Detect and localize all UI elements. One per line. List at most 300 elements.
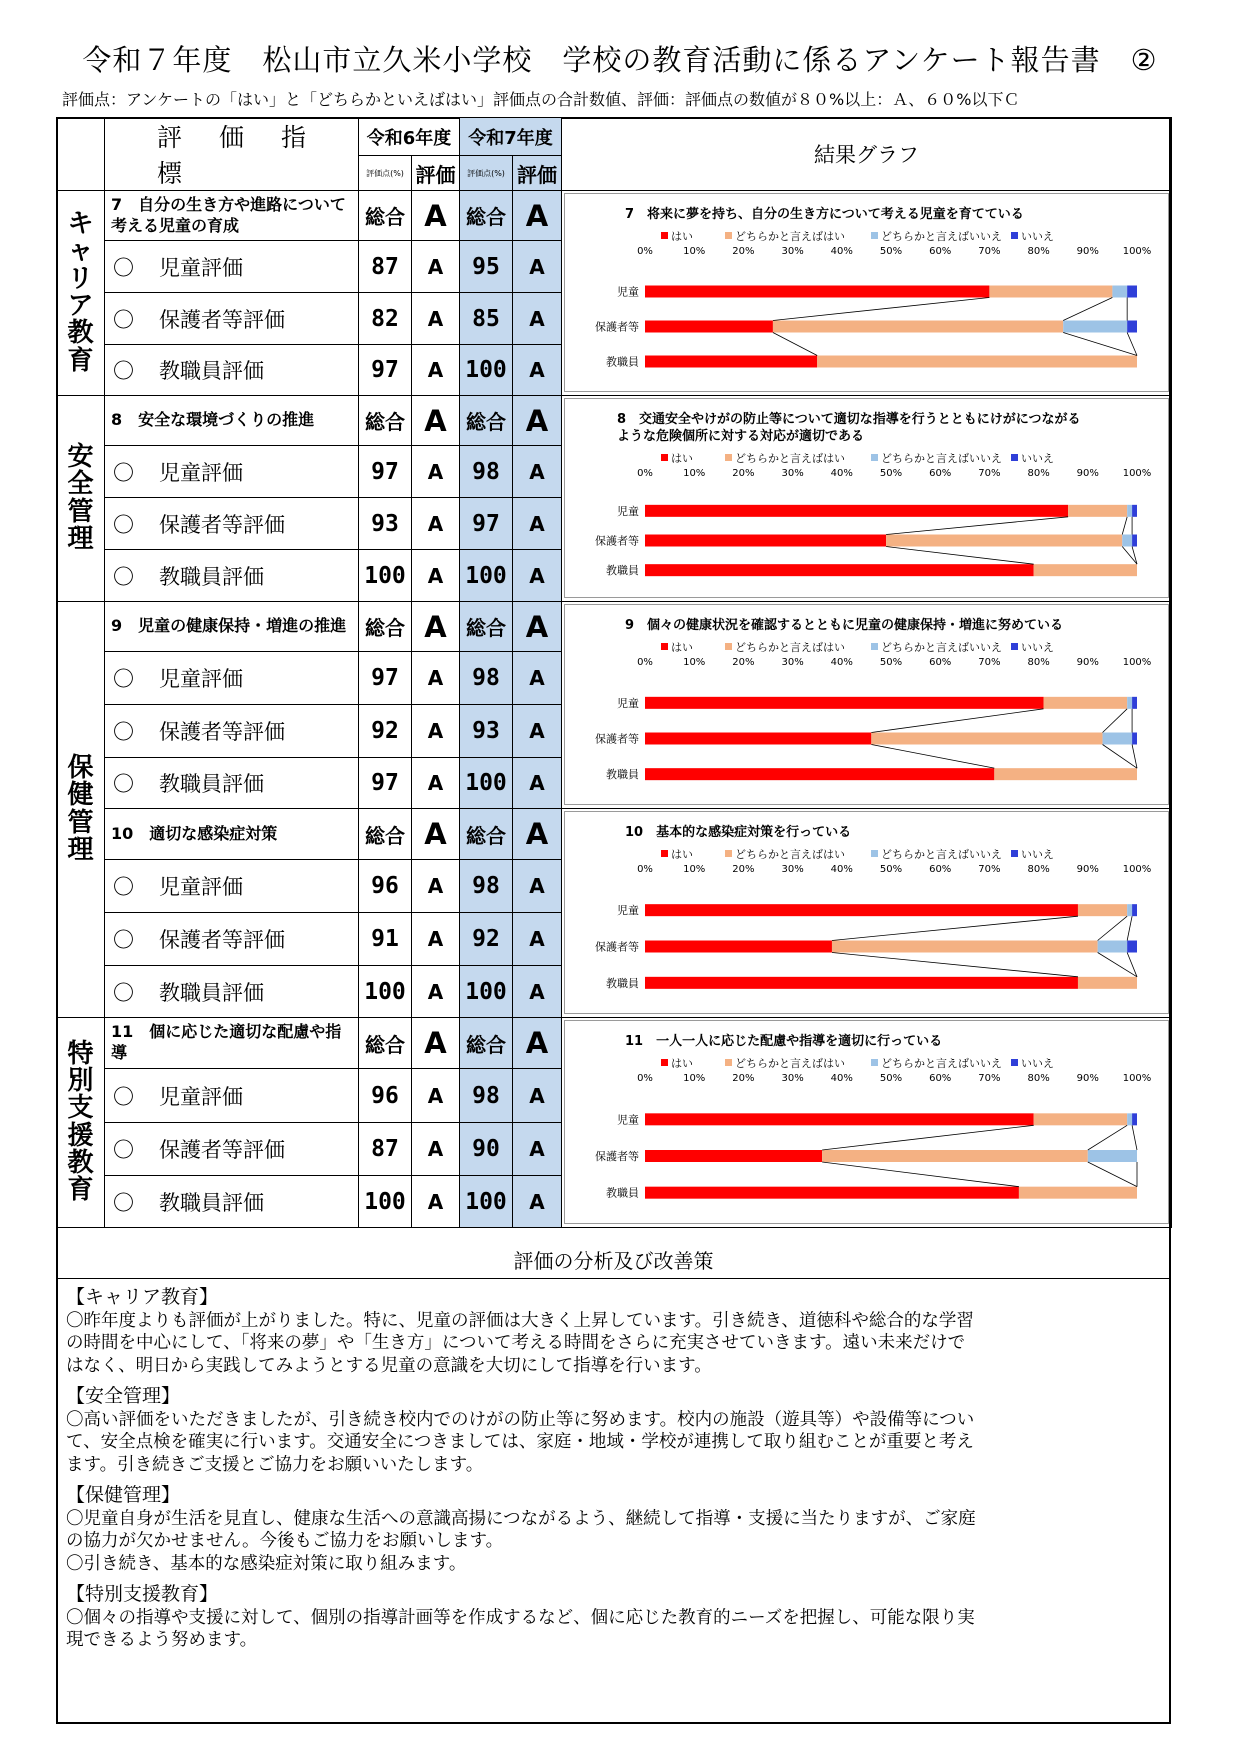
- bar-segment: [832, 941, 1098, 953]
- overall-label: 総合: [460, 809, 513, 860]
- grade-r6: A: [412, 498, 460, 550]
- category-label: 児童: [617, 504, 639, 518]
- legend-swatch: [725, 1059, 732, 1066]
- analysis-text: 〇高い評価をいただきましたが、引き続き校内でのけがの防止等に努めます。校内の施設（遊具等）や設備等につい: [66, 1409, 975, 1430]
- tick-label: 10%: [683, 864, 706, 875]
- analysis-text: はなく、明日から実践してみようとする児童の意識を大切にして指導を行います。: [66, 1356, 712, 1377]
- result-chart: [564, 811, 1169, 1014]
- legend-label: どちらかと言えばはい: [735, 1057, 845, 1070]
- score-r6: 97: [359, 345, 412, 396]
- tick-label: 40%: [830, 864, 853, 875]
- analysis-block: [66, 1384, 1161, 1477]
- tick-label: 50%: [879, 246, 903, 257]
- category-label: 教職員: [606, 976, 639, 990]
- score-r6: 97: [359, 652, 412, 705]
- result-chart-cell: [562, 1018, 1172, 1228]
- bar-segment: [645, 768, 994, 780]
- overall-grade-r7: A: [513, 1018, 562, 1069]
- circle-mark: 〇: [113, 460, 134, 485]
- circle-mark: 〇: [113, 1084, 134, 1109]
- item-title: 7 自分の生き方や進路について考える児童の育成: [105, 191, 359, 241]
- tick-label: 0%: [637, 657, 653, 668]
- score-r6: 100: [359, 550, 412, 602]
- bar-segment: [1127, 941, 1137, 953]
- chart-title: 9 個々の健康状況を確認するとともに児童の健康保持・増進に努めている: [625, 618, 1064, 633]
- grade-r6: A: [412, 241, 460, 293]
- score-r7: 100: [460, 966, 513, 1018]
- score-r6: 96: [359, 860, 412, 913]
- analysis-text: ます。引き続きご支援とご協力をお願いいたします。: [66, 1455, 484, 1476]
- score-r7: 98: [460, 446, 513, 498]
- tick-label: 90%: [1076, 246, 1099, 257]
- analysis-heading: 【安全管理】: [66, 1384, 181, 1407]
- tick-label: 20%: [732, 864, 755, 875]
- survey-table: [56, 117, 1172, 1228]
- legend-swatch: [871, 232, 878, 239]
- category-label: 教職員: [606, 355, 639, 369]
- tick-label: 100%: [1122, 468, 1152, 479]
- series-connector: [1098, 953, 1137, 977]
- overall-label: 総合: [359, 1018, 412, 1069]
- tick-label: 30%: [781, 864, 804, 875]
- series-connector: [1088, 1125, 1127, 1150]
- score-r7: 92: [460, 913, 513, 966]
- grade-r6: A: [412, 345, 460, 396]
- overall-grade-r6: A: [412, 1018, 460, 1069]
- legend-swatch: [871, 850, 878, 857]
- grade-r6: A: [412, 293, 460, 345]
- grade-r7: A: [513, 1069, 562, 1123]
- chart-title: 10 基本的な感染症対策を行っている: [625, 825, 852, 840]
- tick-label: 80%: [1027, 1073, 1050, 1084]
- score-r6: 92: [359, 705, 412, 758]
- grade-r7: A: [513, 913, 562, 966]
- tick-label: 30%: [781, 657, 804, 668]
- category-label: 教職員: [606, 768, 639, 782]
- category-label: 児童: [617, 285, 639, 299]
- header-r7: 令和7年度: [460, 118, 562, 156]
- category-label: 保護者等: [595, 732, 639, 746]
- sub-indicator-label: 保護者等評価: [159, 1138, 285, 1162]
- sub-indicator: [105, 860, 359, 913]
- grade-r7: A: [513, 966, 562, 1018]
- score-r6: 82: [359, 293, 412, 345]
- tick-label: 90%: [1076, 657, 1099, 668]
- tick-label: 70%: [978, 468, 1001, 479]
- chart-svg: [565, 812, 1169, 1015]
- series-connector: [832, 953, 1078, 977]
- result-chart-cell: [562, 191, 1172, 396]
- grade-r6: A: [412, 652, 460, 705]
- legend-label: はい: [671, 452, 693, 465]
- sub-indicator-label: 教職員評価: [159, 359, 264, 383]
- bar-segment: [645, 977, 1078, 989]
- score-r6: 100: [359, 966, 412, 1018]
- bar-segment: [886, 535, 1122, 547]
- sub-indicator-label: 児童評価: [159, 667, 243, 691]
- sub-indicator: [105, 1123, 359, 1176]
- legend-label: どちらかと言えばいいえ: [881, 230, 1002, 243]
- analysis-text: 〇個々の指導や支援に対して、個別の指導計画等を作成するなど、個に応じた教育的ニーズを把握し、可能な限り実: [66, 1607, 975, 1628]
- tick-label: 80%: [1027, 657, 1050, 668]
- header-indicator: 評 価 指 標: [105, 118, 359, 191]
- page-title: 令和７年度 松山市立久米小学校 学校の教育活動に係るアンケート報告書 ②: [82, 43, 1158, 77]
- series-connector: [832, 916, 1078, 940]
- result-chart: [564, 398, 1169, 598]
- grade-r6: A: [412, 705, 460, 758]
- series-connector: [1132, 745, 1137, 769]
- bar-segment: [817, 356, 1137, 368]
- grade-r7: A: [513, 550, 562, 602]
- analysis-body: [56, 1285, 1171, 1652]
- tick-label: 70%: [978, 246, 1001, 257]
- overall-grade-r6: A: [412, 809, 460, 860]
- overall-label: 総合: [359, 809, 412, 860]
- circle-mark: 〇: [113, 875, 134, 899]
- legend-swatch: [871, 454, 878, 461]
- legend-label: どちらかと言えばはい: [735, 230, 845, 243]
- score-r6: 96: [359, 1069, 412, 1123]
- bar-segment: [1132, 904, 1137, 916]
- tick-label: 90%: [1076, 468, 1099, 479]
- legend-swatch: [725, 643, 732, 650]
- tick-label: 30%: [781, 246, 804, 257]
- tick-label: 70%: [978, 864, 1001, 875]
- tick-label: 50%: [879, 864, 903, 875]
- score-r6: 100: [359, 1176, 412, 1228]
- legend-swatch: [871, 1059, 878, 1066]
- item-title: 11 個に応じた適切な配慮や指導: [105, 1018, 359, 1069]
- tick-label: 60%: [929, 864, 952, 875]
- overall-label: 総合: [460, 602, 513, 652]
- analysis-block: [66, 1285, 1161, 1378]
- series-connector: [1132, 1125, 1137, 1150]
- bar-segment: [1034, 1113, 1127, 1125]
- chart-title: 8 交通安全やけがの防止等について適切な指導を行うとともにけがにつながる: [617, 412, 1081, 427]
- bar-segment: [645, 564, 1034, 576]
- sub-indicator: [105, 913, 359, 966]
- tick-label: 0%: [637, 246, 653, 257]
- analysis-text: 〇引き続き、基本的な感染症対策に取り組みます。: [66, 1554, 467, 1575]
- overall-label: 総合: [460, 191, 513, 241]
- sub-indicator: [105, 550, 359, 602]
- bar-segment: [645, 535, 886, 547]
- circle-mark: 〇: [113, 1190, 134, 1215]
- category-label: 特別支援教育: [67, 1038, 94, 1206]
- bar-segment: [645, 697, 1044, 709]
- category-label: 児童: [617, 696, 639, 710]
- bar-segment: [1122, 535, 1132, 547]
- tick-label: 50%: [879, 1073, 903, 1084]
- tick-label: 40%: [830, 468, 853, 479]
- result-chart: [564, 1020, 1169, 1224]
- score-r6: 87: [359, 1123, 412, 1176]
- circle-mark: 〇: [113, 667, 134, 691]
- tick-label: 60%: [929, 657, 952, 668]
- tick-label: 100%: [1122, 246, 1152, 257]
- grade-r6: A: [412, 758, 460, 809]
- category-label: 安全管理: [67, 441, 94, 554]
- grade-r7: A: [513, 1176, 562, 1228]
- tick-label: 10%: [683, 1073, 706, 1084]
- sub-indicator-label: 保護者等評価: [159, 928, 285, 952]
- header-graph: 結果グラフ: [562, 118, 1172, 191]
- bar-segment: [645, 321, 773, 333]
- score-r7: 90: [460, 1123, 513, 1176]
- series-connector: [1127, 916, 1132, 940]
- circle-mark: 〇: [113, 980, 134, 1005]
- bar-segment: [645, 733, 871, 745]
- category-label: 児童: [617, 1113, 639, 1127]
- legend-swatch: [661, 643, 668, 650]
- tick-label: 20%: [732, 468, 755, 479]
- result-chart-cell: [562, 809, 1172, 1018]
- grade-r7: A: [513, 652, 562, 705]
- series-connector: [1127, 953, 1137, 977]
- score-r7: 100: [460, 550, 513, 602]
- grade-r7: A: [513, 705, 562, 758]
- score-r6: 93: [359, 498, 412, 550]
- score-r7: 98: [460, 860, 513, 913]
- legend-swatch: [661, 232, 668, 239]
- tick-label: 40%: [830, 1073, 853, 1084]
- tick-label: 90%: [1076, 864, 1099, 875]
- analysis-text: の時間を中心にして、「将来の夢」や「生き方」について考える時間をさらに充実させていきます。遠い未来だけで: [66, 1333, 966, 1354]
- legend-label: どちらかと言えばいいえ: [881, 848, 1002, 861]
- grade-r6: A: [412, 966, 460, 1018]
- header-corner: [57, 118, 105, 191]
- circle-mark: 〇: [113, 512, 134, 537]
- bar-segment: [871, 733, 1102, 745]
- overall-grade-r7: A: [513, 396, 562, 446]
- tick-label: 50%: [879, 657, 903, 668]
- sub-indicator: [105, 1176, 359, 1228]
- tick-label: 10%: [683, 246, 706, 257]
- series-connector: [773, 333, 817, 356]
- tick-label: 20%: [732, 657, 755, 668]
- item-title: 8 安全な環境づくりの推進: [105, 396, 359, 446]
- sub-indicator-label: 保護者等評価: [159, 512, 285, 537]
- sub-indicator: [105, 241, 359, 293]
- circle-mark: 〇: [113, 359, 134, 383]
- bar-segment: [1034, 564, 1137, 576]
- legend-label: どちらかと言えばはい: [735, 452, 845, 465]
- series-connector: [1088, 1162, 1137, 1187]
- tick-label: 70%: [978, 1073, 1001, 1084]
- category-health: [57, 602, 105, 1018]
- legend-swatch: [661, 850, 668, 857]
- legend-swatch: [725, 850, 732, 857]
- overall-grade-r6: A: [412, 396, 460, 446]
- tick-label: 30%: [781, 468, 804, 479]
- bar-segment: [645, 1187, 1019, 1199]
- bar-segment: [773, 321, 1063, 333]
- sub-indicator: [105, 758, 359, 809]
- sub-indicator-label: 保護者等評価: [159, 307, 285, 332]
- bar-segment: [645, 505, 1068, 517]
- analysis-title: 評価の分析及び改善策: [56, 1244, 1171, 1279]
- sub-indicator-label: 児童評価: [159, 875, 243, 899]
- score-r6: 91: [359, 913, 412, 966]
- analysis-heading: 【保健管理】: [66, 1483, 181, 1506]
- bar-segment: [645, 1150, 822, 1162]
- circle-mark: 〇: [113, 772, 134, 796]
- analysis-block: [66, 1483, 1161, 1576]
- chart-title: 7 将来に夢を持ち、自分の生き方について考える児童を育てている: [625, 207, 1024, 222]
- evaluation-note: 評価点：アンケートの「はい」と「どちらかといえばはい」評価点の合計数値、評価：評価点の数値が８０%以上：Ａ、６０%以下Ｃ: [62, 90, 1020, 109]
- tick-label: 100%: [1122, 864, 1152, 875]
- score-r7: 100: [460, 345, 513, 396]
- bar-segment: [1127, 505, 1132, 517]
- score-r7: 100: [460, 1176, 513, 1228]
- bar-segment: [1127, 904, 1132, 916]
- overall-label: 総合: [359, 396, 412, 446]
- legend-label: はい: [671, 641, 693, 654]
- series-connector: [1103, 709, 1128, 733]
- bar-segment: [822, 1150, 1088, 1162]
- bar-segment: [1112, 286, 1127, 298]
- grade-r7: A: [513, 1123, 562, 1176]
- sub-indicator-label: 教職員評価: [159, 772, 264, 796]
- series-connector: [822, 1125, 1034, 1150]
- chart-svg: [565, 194, 1169, 393]
- tick-label: 10%: [683, 468, 706, 479]
- sub-indicator-label: 教職員評価: [159, 1190, 264, 1215]
- bar-segment: [645, 286, 989, 298]
- score-r7: 93: [460, 705, 513, 758]
- analysis-text: の協力が欠かせません。今後もご協力をお願いします。: [66, 1531, 504, 1552]
- grade-r6: A: [412, 860, 460, 913]
- bar-segment: [1127, 286, 1137, 298]
- score-r7: 100: [460, 758, 513, 809]
- result-chart-cell: [562, 602, 1172, 809]
- series-connector: [773, 298, 989, 321]
- sub-indicator-label: 児童評価: [159, 255, 243, 280]
- category-label: 児童: [617, 904, 639, 918]
- grade-r7: A: [513, 446, 562, 498]
- legend-label: いいえ: [1021, 1057, 1054, 1070]
- series-connector: [871, 709, 1043, 733]
- score-r6: 97: [359, 758, 412, 809]
- bar-segment: [1127, 1113, 1132, 1125]
- grade-r6: A: [412, 1123, 460, 1176]
- legend-label: いいえ: [1021, 452, 1054, 465]
- legend-swatch: [1011, 1059, 1018, 1066]
- circle-mark: 〇: [113, 255, 134, 280]
- sub-indicator-label: 保護者等評価: [159, 720, 285, 744]
- tick-label: 40%: [830, 246, 853, 257]
- tick-label: 0%: [637, 864, 653, 875]
- circle-mark: 〇: [113, 564, 134, 589]
- tick-label: 0%: [637, 1073, 653, 1084]
- circle-mark: 〇: [113, 720, 134, 744]
- tick-label: 100%: [1122, 657, 1152, 668]
- tick-label: 70%: [978, 657, 1001, 668]
- overall-grade-r6: A: [412, 191, 460, 241]
- bar-segment: [1078, 977, 1137, 989]
- analysis-text: て、安全点検を確実に行います。交通安全につきましては、家庭・地域・学校が連携して取り組むことが重要と考え: [66, 1432, 974, 1453]
- bar-segment: [1127, 697, 1132, 709]
- category-label: 教職員: [606, 564, 639, 578]
- tick-label: 100%: [1122, 1073, 1152, 1084]
- series-connector: [886, 517, 1068, 535]
- series-connector: [886, 547, 1034, 565]
- legend-swatch: [1011, 643, 1018, 650]
- sub-indicator: [105, 705, 359, 758]
- legend-label: どちらかと言えばいいえ: [881, 452, 1002, 465]
- grade-r7: A: [513, 345, 562, 396]
- tick-label: 80%: [1027, 468, 1050, 479]
- analysis-section: [56, 1244, 1171, 1652]
- bar-segment: [1103, 733, 1133, 745]
- result-chart-cell: [562, 396, 1172, 602]
- sub-indicator: [105, 966, 359, 1018]
- series-connector: [822, 1162, 1019, 1187]
- category-career: [57, 191, 105, 396]
- result-chart: [564, 604, 1169, 805]
- bar-segment: [994, 768, 1137, 780]
- legend-label: いいえ: [1021, 230, 1054, 243]
- chart-title: 11 一人一人に応じた配慮や指導を適切に行っている: [625, 1034, 943, 1049]
- legend-swatch: [871, 643, 878, 650]
- bar-segment: [645, 356, 817, 368]
- score-r7: 85: [460, 293, 513, 345]
- bar-segment: [1063, 321, 1127, 333]
- result-chart: [564, 193, 1169, 392]
- tick-label: 20%: [732, 1073, 755, 1084]
- legend-label: いいえ: [1021, 641, 1054, 654]
- score-r6: 97: [359, 446, 412, 498]
- tick-label: 10%: [683, 657, 706, 668]
- circle-mark: 〇: [113, 307, 134, 332]
- tick-label: 20%: [732, 246, 755, 257]
- bar-segment: [645, 904, 1078, 916]
- grade-r7: A: [513, 293, 562, 345]
- analysis-text: 現できるよう努めます。: [66, 1630, 258, 1651]
- bar-segment: [1044, 697, 1128, 709]
- series-connector: [1098, 916, 1128, 940]
- bar-segment: [1078, 904, 1127, 916]
- bar-segment: [1019, 1187, 1137, 1199]
- legend-swatch: [1011, 454, 1018, 461]
- circle-mark: 〇: [113, 1138, 134, 1162]
- legend-label: はい: [671, 230, 693, 243]
- category-special: [57, 1018, 105, 1228]
- header-r7-eval: 評価: [513, 156, 562, 191]
- tick-label: 60%: [929, 246, 952, 257]
- grade-r6: A: [412, 913, 460, 966]
- bar-segment: [1068, 505, 1127, 517]
- analysis-text: 〇児童自身が生活を見直し、健康な生活への意識高揚につながるよう、継続して指導・支援に当たりますが、ご家庭: [66, 1508, 976, 1529]
- category-label: 保護者等: [595, 320, 639, 334]
- chart-svg: [565, 399, 1169, 599]
- sub-indicator: [105, 345, 359, 396]
- tick-label: 90%: [1076, 1073, 1099, 1084]
- sub-indicator: [105, 293, 359, 345]
- grade-r7: A: [513, 758, 562, 809]
- category-safety: [57, 396, 105, 602]
- bar-segment: [1132, 505, 1137, 517]
- grade-r6: A: [412, 1176, 460, 1228]
- legend-swatch: [661, 454, 668, 461]
- chart-svg: [565, 605, 1169, 806]
- series-connector: [1063, 298, 1112, 321]
- category-label: 教職員: [606, 1186, 639, 1200]
- overall-label: 総合: [359, 191, 412, 241]
- series-connector: [1122, 517, 1127, 535]
- series-connector: [871, 745, 994, 769]
- grade-r6: A: [412, 550, 460, 602]
